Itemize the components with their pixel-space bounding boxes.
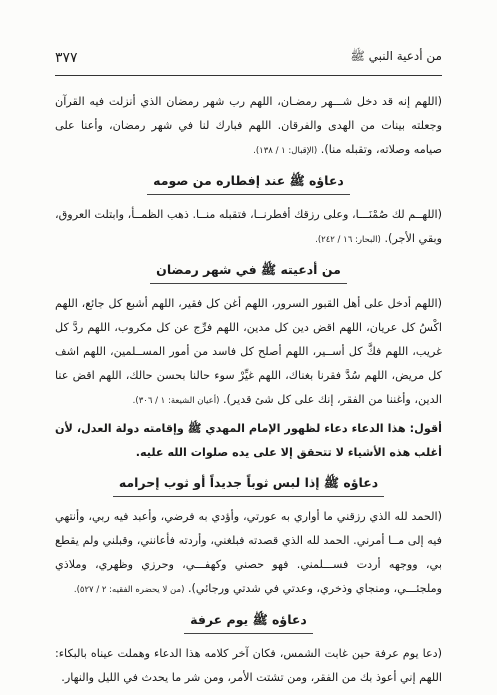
- running-title: من أدعية النبي ﷺ: [350, 49, 442, 63]
- page-header: [55, 40, 442, 76]
- paragraph-ramadan-dua: (اللهم أدخل على أهل القبور السرور، اللهم أغن كل فقير، اللهم أشبع كل جائع، اللهم اكْسُ كل عريان، اللهم اقض دين كل مدين، اللهم فرِّج عن كل مكروب، اللهم ردَّ كل غريب، اللهم فكَّ كل أســير، اللهم أصلح كل فاسد من أمور المســلمين، اللهم اشف كل مريض، اللهم سُدَّ فقرنا بغناك، اللهم غيِّرْ سوء حالنا بحسن حالك، اللهم اقض عنا الدين، وأغننا من الفقر، إنك على كل شئ قدير). (أعيان الشيعة: ١ / ٣٠٦).: [55, 297, 442, 406]
- citation: (أعيان الشيعة: ١ / ٣٠٦).: [132, 396, 220, 406]
- citation: (الإقبال: ١ / ١٣٨).: [253, 146, 318, 156]
- page-body: [55, 90, 442, 690]
- paragraph-new-garment: (الحمد لله الذي رزقني ما أواري به عورتي، وأؤدي به فرضي، وأعبد فيه ربي، وأنتهي فيه إلى مــا أمرني. الحمد لله الذي قصدته فبلغني، وأردته فأعانني، وقبلني ولم يقطع بي، ووجهه أردت فســـلمني. فهو حصني وكهفـــي، وحرزي وظهري، وملاذي وملجئـــي، ومنجاي وذخري، وعدتي في شدتي ورجائي). (من لا يحضره الفقيه: ٢ / ٥٢٧).: [55, 510, 442, 595]
- paragraph-iftar: (اللهــم لك صُمْنَـــا، وعلى رزقك أفطرنــا، فتقبله منــا. ذهب الظمــأ، وابتلت العروق، وبقي الأجر). (البحار: ١٦ / ٢٤٢).: [55, 208, 442, 245]
- section-heading: دعاؤه ﷺ يوم عرفة: [55, 612, 442, 634]
- page-number: ٣٧٧: [55, 49, 78, 66]
- paragraph-ramadan-entry: (اللهم إنه قد دخل شـــهر رمضـان، اللهم رب شهر رمضان الذي أنزلت فيه القرآن وجعلته بينات من الهدى والفرقان. اللهم فبارك لنا في شهر رمضان، وأعنا على صيامه وصلاته، وتقبله منا). (الإقبال: ١ / ١٣٨).: [55, 95, 442, 156]
- section-heading: دعاؤه ﷺ عند إفطاره من صومه: [55, 173, 442, 195]
- paragraph-arafah: (دعا يوم عرفة حين غابت الشمس، فكان آخر كلامه هذا الدعاء وهملت عيناه بالبكاء: اللهم إني أعوذ بك من الفقر، ومن تشتت الأمر، ومن شر ما يحدث في الليل والنهار.: [55, 647, 442, 684]
- author-comment: أقول: هذا الدعاء دعاء لظهور الإمام المهدي ﷺ وإقامته دولة العدل، لأن أغلب هذه الأشياء لا تتحقق إلا على يده صلوات الله عليه.: [55, 422, 442, 459]
- section-heading: دعاؤه ﷺ إذا لبس ثوباً جديداً أو ثوب إحرامه: [55, 475, 442, 497]
- citation: (البحار: ١٦ / ٢٤٢).: [315, 235, 381, 245]
- section-heading: من أدعيته ﷺ في شهر رمضان: [55, 262, 442, 284]
- citation: (من لا يحضره الفقيه: ٢ / ٥٢٧).: [73, 585, 185, 595]
